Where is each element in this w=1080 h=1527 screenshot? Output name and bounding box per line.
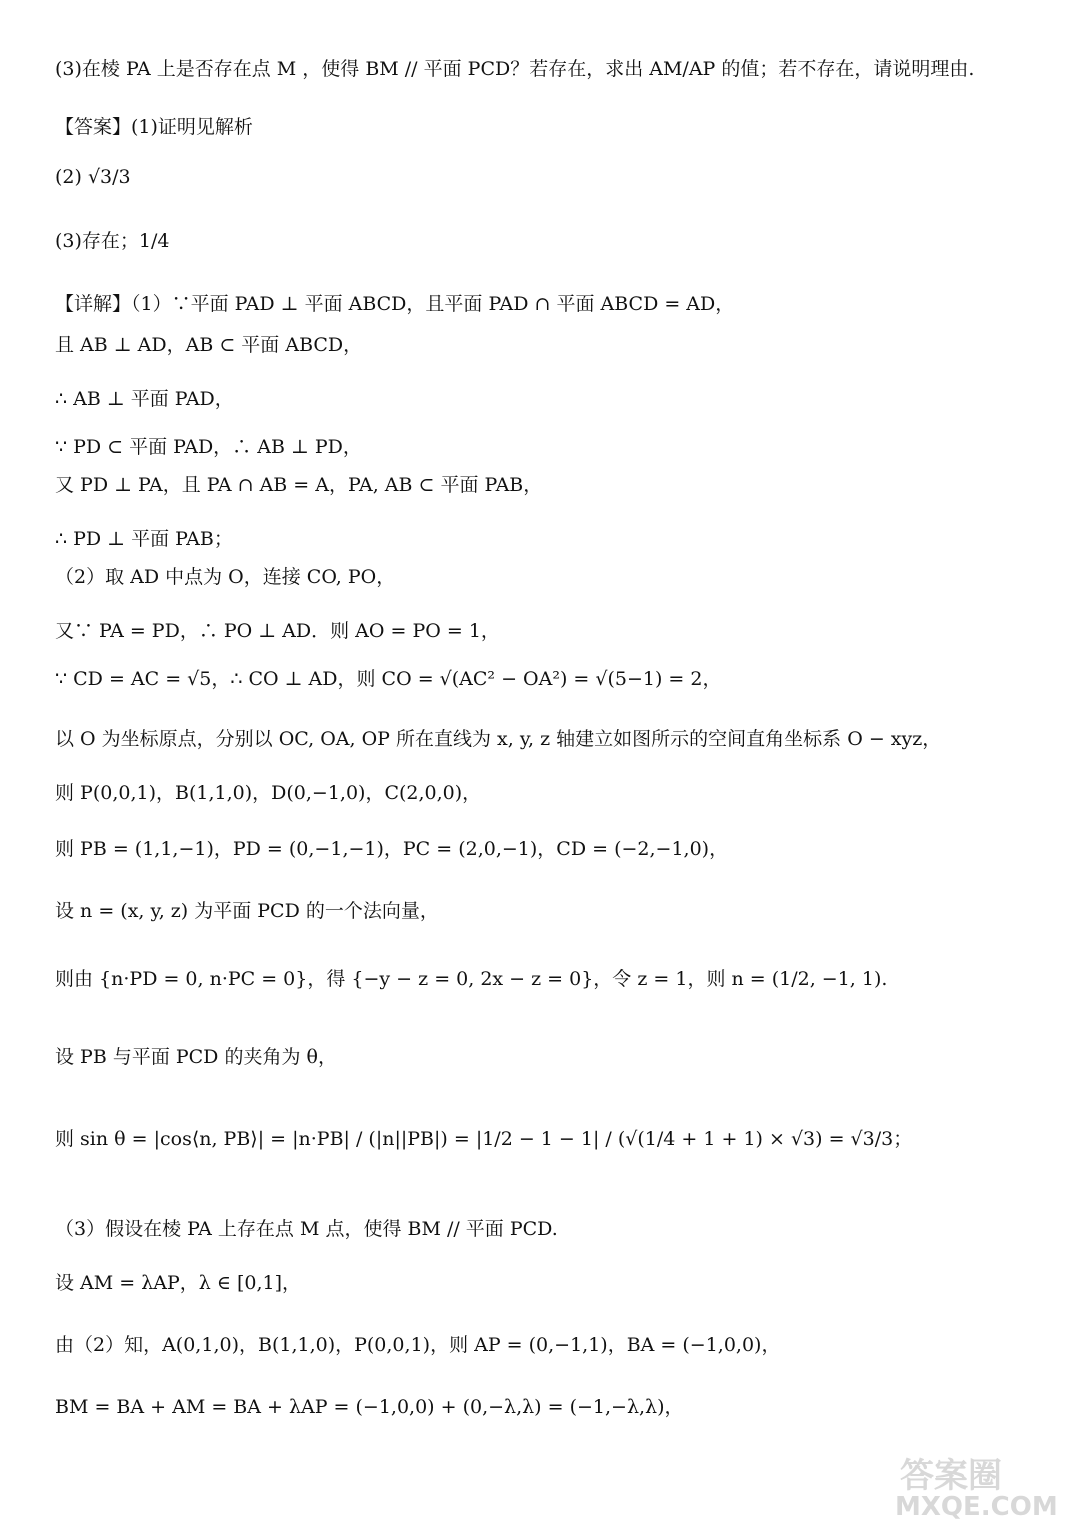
line-part3-4: BM = BA + AM = BA + λAP = (−1,0,0) + (0,−λ,λ) = (−1,−λ,λ)， [55, 1396, 684, 1418]
watermark-site: MXQE.COM [895, 1492, 1058, 1522]
line-part3-1: （3）假设在棱 PA 上存在点 M 点，使得 BM // 平面 PCD. [55, 1218, 558, 1240]
line-detail-5: 又 PD ⊥ PA，且 PA ∩ AB = A，PA, AB ⊂ 平面 PAB， [55, 474, 543, 496]
line-part2-8: 则由 {n·PD = 0, n·PC = 0}，得 {−y − z = 0, 2x − z = 0}，令 z = 1，则 n = (1/2, −1, 1). [55, 968, 888, 990]
line-answer-3: (3)存在；1/4 [55, 230, 170, 252]
line-part2-7: 设 n = (x, y, z) 为平面 PCD 的一个法向量， [55, 900, 439, 922]
line-part2-3: ∵ CD = AC = √5，∴ CO ⊥ AD，则 CO = √(AC² − OA²) = √(5−1) = 2， [55, 668, 722, 690]
line-detail-1: 【详解】（1）∵平面 PAD ⊥ 平面 ABCD，且平面 PAD ∩ 平面 ABCD = AD， [55, 293, 735, 315]
line-part2-2: 又∵ PA = PD，∴ PO ⊥ AD．则 AO = PO = 1， [55, 620, 500, 642]
line-detail-4: ∵ PD ⊂ 平面 PAD，∴ AB ⊥ PD， [55, 436, 362, 458]
line-detail-6: ∴ PD ⊥ 平面 PAB； [55, 528, 233, 550]
line-part2-10: 则 sin θ = |cos⟨n, PB⟩| = |n·PB| / (|n||PB|) = |1/2 − 1 − 1| / (√(1/4 + 1 + 1) × √3) = √3/3； [55, 1128, 913, 1150]
line-part2-4: 以 O 为坐标原点，分别以 OC, OA, OP 所在直线为 x, y, z 轴建立如图所示的空间直角坐标系 O − xyz， [55, 728, 942, 750]
line-detail-2: 且 AB ⊥ AD，AB ⊂ 平面 ABCD， [55, 334, 363, 356]
line-part2-9: 设 PB 与平面 PCD 的夹角为 θ， [55, 1046, 337, 1068]
line-answer-2: (2) √3/3 [55, 166, 131, 188]
line-q3: (3)在棱 PA 上是否存在点 M ，使得 BM // 平面 PCD？若存在，求出 AM/AP 的值；若不存在，请说明理由. [55, 58, 975, 80]
line-part3-3: 由（2）知，A(0,1,0)，B(1,1,0)，P(0,0,1)，则 AP = (0,−1,1)，BA = (−1,0,0)， [55, 1334, 781, 1356]
line-detail-3: ∴ AB ⊥ 平面 PAD， [55, 388, 234, 410]
line-part2-1: （2）取 AD 中点为 O，连接 CO, PO， [55, 566, 396, 588]
line-part2-5: 则 P(0,0,1)，B(1,1,0)，D(0,−1,0)，C(2,0,0)， [55, 782, 482, 804]
line-part2-6: 则 PB = (1,1,−1)，PD = (0,−1,−1)，PC = (2,0,−1)，CD = (−2,−1,0)， [55, 838, 729, 860]
line-answer-1: 【答案】(1)证明见解析 [55, 116, 253, 138]
line-part3-2: 设 AM = λAP，λ ∈ [0,1]， [55, 1272, 301, 1294]
watermark-logo: 答案圈 [900, 1456, 1002, 1496]
